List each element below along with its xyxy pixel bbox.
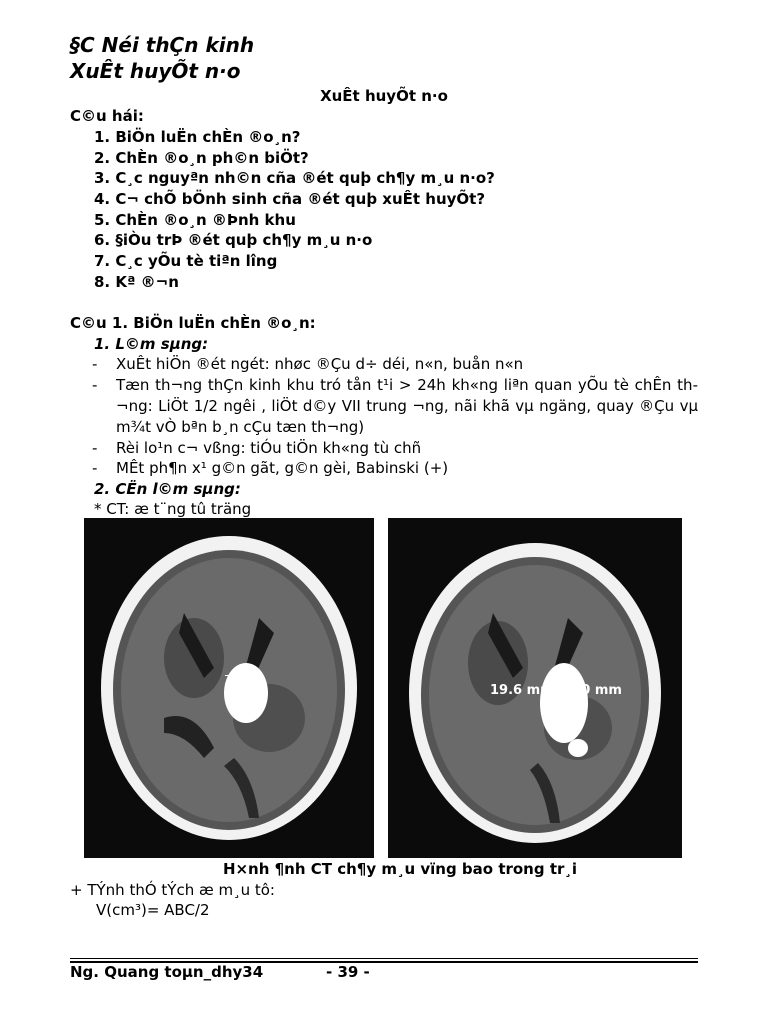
question-item: 1. BiÖn luËn chÈn ®o¸n? <box>94 128 301 146</box>
question-item: 6. §iÒu trÞ ®ét quþ ch¶y m¸u n·o <box>94 231 373 249</box>
doc-title: XuÊt huyÕt n·o <box>320 87 448 105</box>
ct-scan-right <box>388 518 682 858</box>
question-item: 7. C¸c yÕu tè tiªn lîng <box>94 252 278 270</box>
paraclinical-heading: 2. CËn l©m sµng: <box>94 480 241 498</box>
bullet-dash: - <box>92 355 98 373</box>
page-number: - 39 - <box>326 963 370 981</box>
footer-rule <box>70 958 698 959</box>
figure-caption: H×nh ¶nh CT ch¶y m¸u vïng bao trong tr¸i <box>222 860 578 878</box>
footer-rule <box>70 961 698 963</box>
scan-measurement-label: 19.6 mm 18.0 mm <box>490 683 622 698</box>
answer-heading: C©u 1. BiÖn luËn chÈn ®o¸n: <box>70 314 316 332</box>
clinical-item: MÊt ph¶n x¹ g©n gãt, g©n gèi, Babinski (+) <box>116 459 449 477</box>
questions-heading: C©u hái: <box>70 107 144 125</box>
footer-author: Ng. Quang toµn_dhy34 <box>70 963 264 981</box>
volume-formula: V(cm³)= ABC/2 <box>96 901 210 919</box>
bullet-dash: - <box>92 459 98 477</box>
question-item: 8. Kª ®¬n <box>94 273 179 291</box>
volume-heading: + TÝnh thÓ tÝch æ m¸u tô: <box>70 881 275 899</box>
clinical-item: Tæn th¬ng thÇn kinh khu tró tån t¹i > 24h kh«ng liªn quan yÕu tè chÊn th¬ng: LiÖt 1/2 ngêi , liÖt d©y VII trung ¬ng, nãi khã vµ ngäng, quay ®Çu vµ m¾t vÒ bªn b¸n cÇu tæn th¬ng) <box>116 376 698 436</box>
bullet-dash: - <box>92 439 98 457</box>
scan-label-left: 7 <box>224 673 232 687</box>
ct-line: * CT: æ t¨ng tû träng <box>94 500 252 518</box>
header-topic: XuÊt huyÕt n·o <box>70 59 241 83</box>
clinical-heading: 1. L©m sµng: <box>94 335 209 353</box>
bullet-dash: - <box>92 376 98 394</box>
question-item: 2. ChÈn ®o¸n ph©n biÖt? <box>94 149 309 167</box>
clinical-item: XuÊt hiÖn ®ét ngét: nhøc ®Çu d÷ déi, n«n, buån n«n <box>116 355 524 373</box>
header-department: §C Néi thÇn kinh <box>70 33 255 57</box>
ct-scan-left <box>84 518 374 858</box>
question-item: 3. C¸c nguyªn nh©n cña ®ét quþ ch¶y m¸u n·o? <box>94 169 495 187</box>
question-item: 5. ChÈn ®o¸n ®Þnh khu <box>94 211 296 229</box>
clinical-item: Rèi lo¹n c¬ vßng: tiÓu tiÖn kh«ng tù chñ <box>116 439 422 457</box>
question-item: 4. C¬ chÕ bÖnh sinh cña ®ét quþ xuÊt huyÕt? <box>94 190 486 208</box>
